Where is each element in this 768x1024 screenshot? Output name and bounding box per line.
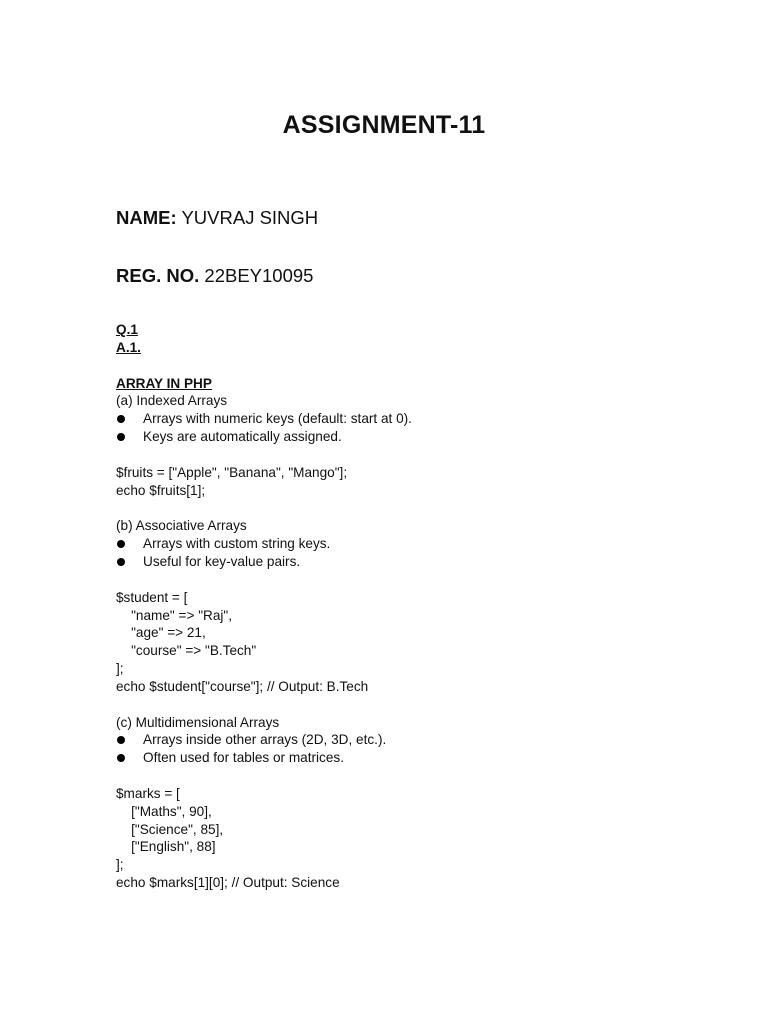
bullet-text: Keys are automatically assigned. bbox=[143, 429, 342, 445]
code-line: ]; bbox=[116, 661, 124, 677]
bullet-icon bbox=[117, 433, 125, 441]
code-line: ["Maths", 90], bbox=[116, 803, 212, 819]
blank-line bbox=[116, 499, 716, 517]
answer-body bbox=[116, 321, 716, 892]
reg-no-field bbox=[116, 264, 313, 288]
code-line: $fruits = ["Apple", "Banana", "Mango"]; bbox=[116, 464, 348, 480]
code-line: "course" => "B.Tech" bbox=[116, 643, 257, 659]
code-line: echo $marks[1][0]; // Output: Science bbox=[116, 875, 340, 891]
blank-line bbox=[116, 696, 716, 714]
bullet-text: Arrays inside other arrays (2D, 3D, etc.). bbox=[143, 732, 387, 748]
bullet-text: Useful for key-value pairs. bbox=[143, 553, 301, 569]
code-line: ["English", 88] bbox=[116, 839, 216, 855]
reg-no-label: REG. NO. bbox=[116, 265, 200, 286]
bullet-icon bbox=[117, 736, 125, 744]
section-heading: ARRAY IN PHP bbox=[116, 375, 212, 391]
list-item bbox=[116, 410, 716, 428]
bullet-icon bbox=[117, 415, 125, 423]
list-item bbox=[116, 731, 716, 749]
code-line: echo $fruits[1]; bbox=[116, 482, 206, 498]
bullet-text: Often used for tables or matrices. bbox=[143, 750, 344, 766]
reg-no-value: 22BEY10095 bbox=[204, 265, 314, 286]
answer-number: A.1. bbox=[116, 339, 141, 355]
blank-line bbox=[116, 446, 716, 464]
name-value: YUVRAJ SINGH bbox=[181, 207, 319, 228]
bullet-icon bbox=[117, 558, 125, 566]
bullet-icon bbox=[117, 754, 125, 762]
bullet-text: Arrays with numeric keys (default: start at 0). bbox=[143, 411, 412, 427]
code-line: $student = [ bbox=[116, 589, 188, 605]
question-number: Q.1 bbox=[116, 322, 138, 337]
code-line: echo $student["course"]; // Output: B.Tech bbox=[116, 678, 369, 694]
name-field bbox=[116, 206, 318, 230]
document-title: ASSIGNMENT-11 bbox=[282, 111, 486, 139]
indexed-heading: (a) Indexed Arrays bbox=[116, 393, 228, 409]
code-line: "name" => "Raj", bbox=[116, 607, 233, 623]
code-line: ]; bbox=[116, 857, 124, 873]
blank-line bbox=[116, 571, 716, 589]
list-item bbox=[116, 535, 716, 553]
code-line: $marks = [ bbox=[116, 785, 180, 801]
blank-line bbox=[116, 357, 716, 375]
associative-heading: (b) Associative Arrays bbox=[116, 518, 247, 534]
list-item bbox=[116, 553, 716, 571]
bullet-text: Arrays with custom string keys. bbox=[143, 536, 331, 552]
blank-line bbox=[116, 767, 716, 785]
name-label: NAME: bbox=[116, 207, 177, 228]
multidimensional-heading: (c) Multidimensional Arrays bbox=[116, 714, 280, 730]
list-item bbox=[116, 428, 716, 446]
code-line: ["Science", 85], bbox=[116, 821, 224, 837]
list-item bbox=[116, 749, 716, 767]
code-line: "age" => 21, bbox=[116, 625, 206, 641]
bullet-icon bbox=[117, 540, 125, 548]
